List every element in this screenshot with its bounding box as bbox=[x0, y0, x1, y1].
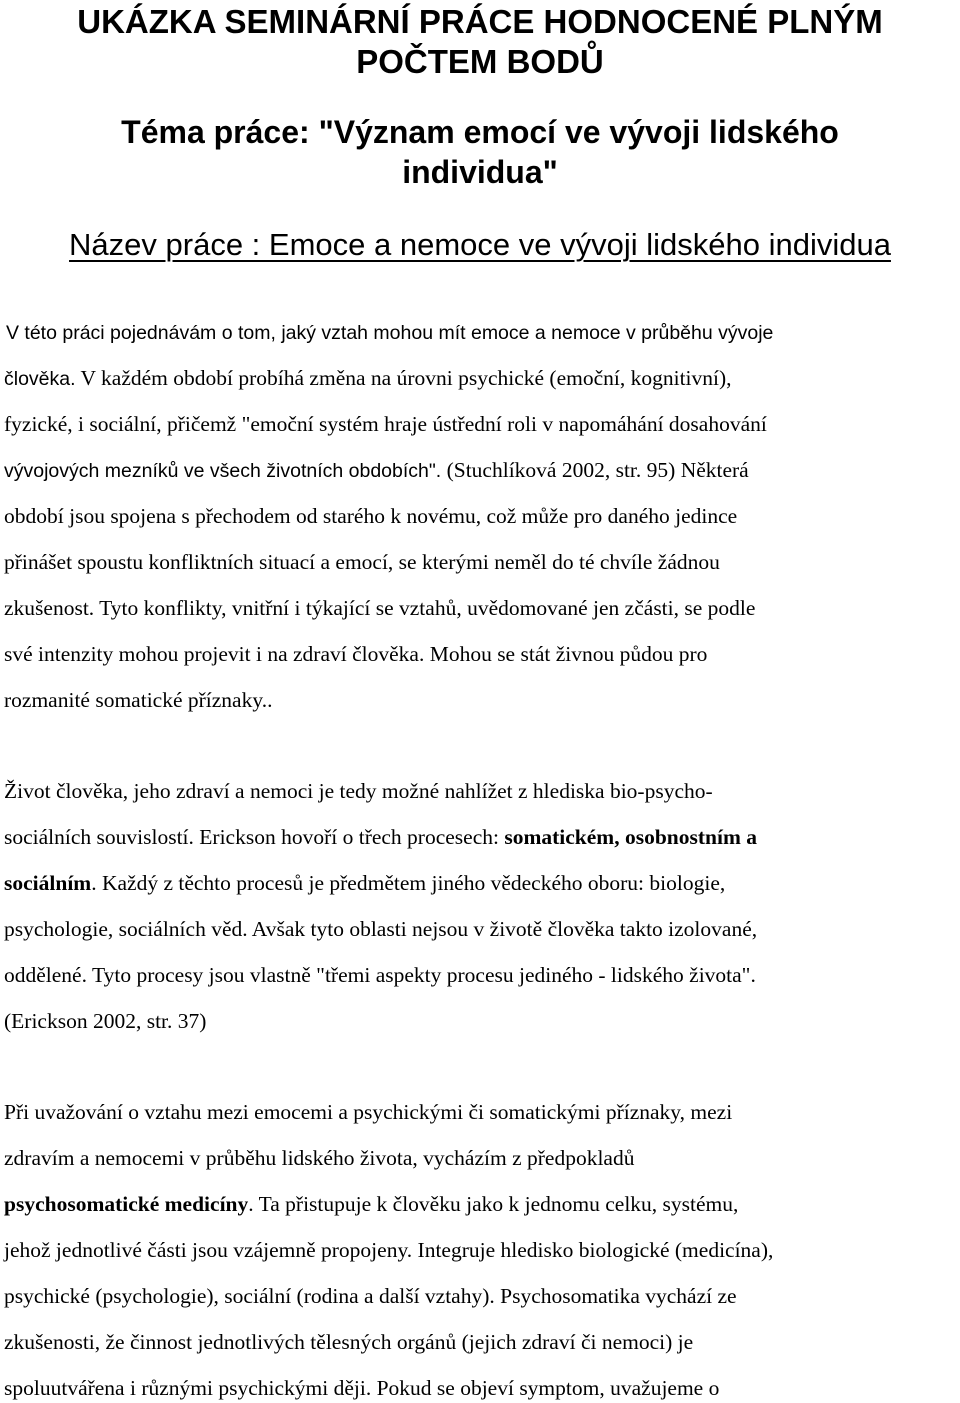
paragraph-1-line: období jsou spojena s přechodem od starého k novému, což může pro daného jedince bbox=[4, 504, 738, 528]
text-run: V každém období probíhá změna na úrovni psychické (emoční, kognitivní), bbox=[75, 366, 732, 390]
paragraph-1-line: fyzické, i sociální, přičemž "emoční systém hraje ústřední roli v napomáhání dosahování bbox=[4, 412, 767, 436]
topic-heading-line-1: Téma práce: "Význam emocí ve vývoji lidského bbox=[121, 114, 839, 150]
paragraph-1-line bbox=[4, 363, 732, 394]
text-run: (Stuchlíková 2002, str. 95) Některá bbox=[441, 458, 749, 482]
paragraph-3-line: zdravím a nemocemi v průběhu lidského života, vycházím z předpokladů bbox=[4, 1146, 635, 1170]
paragraph-3-line: jehož jednotlivé části jsou vzájemně propojeny. Integruje hledisko biologické (medicína), bbox=[4, 1238, 774, 1262]
paragraph-2-line: psychologie, sociálních věd. Avšak tyto oblasti nejsou v životě člověka takto izolované, bbox=[4, 917, 758, 941]
topic-heading-line-2: individua" bbox=[402, 154, 558, 190]
paragraph-3-line: spoluutvářena i různými psychickými ději. Pokud se objeví symptom, uvažujeme o bbox=[4, 1376, 720, 1400]
paragraph-1-line: V této práci pojednávám o tom, jaký vztah mohou mít emoce a nemoce v průběhu vývoje bbox=[6, 322, 774, 344]
bold-text-run: somatickém, osobnostním a bbox=[504, 825, 757, 849]
paragraph-3-line: psychické (psychologie), sociální (rodina a další vztahy). Psychosomatika vychází ze bbox=[4, 1284, 737, 1308]
paragraph-1-line: rozmanité somatické příznaky.. bbox=[4, 688, 273, 712]
text-run: člověka. bbox=[4, 368, 76, 390]
text-run: . Ta přistupuje k člověku jako k jednomu celku, systému, bbox=[248, 1192, 739, 1216]
paragraph-3-line bbox=[4, 1189, 738, 1219]
paragraph-2-line: (Erickson 2002, str. 37) bbox=[4, 1009, 207, 1033]
text-run: vývojových mezníků ve všech životních obdobích". bbox=[4, 460, 442, 482]
work-name-heading: Název práce : Emoce a nemoce ve vývoji lidského individua bbox=[69, 227, 891, 262]
paragraph-1-line: zkušenost. Tyto konflikty, vnitřní i týkající se vztahů, uvědomované jen zčásti, se podle bbox=[4, 596, 756, 620]
document-title-line-1: UKÁZKA SEMINÁRNÍ PRÁCE HODNOCENÉ PLNÝM bbox=[77, 3, 883, 40]
paragraph-1-line: přinášet spoustu konfliktních situací a emocí, se kterými neměl do té chvíle žádnou bbox=[4, 550, 720, 574]
paragraph-3-line: Při uvažování o vztahu mezi emocemi a psychickými či somatickými příznaky, mezi bbox=[4, 1100, 733, 1124]
paragraph-2-line bbox=[4, 822, 757, 852]
text-run: . Každý z těchto procesů je předmětem jiného vědeckého oboru: biologie, bbox=[91, 871, 726, 895]
paragraph-2-line: oddělené. Tyto procesy jsou vlastně "třemi aspekty procesu jediného - lidského života". bbox=[4, 963, 756, 987]
paragraph-2-line: Život člověka, jeho zdraví a nemoci je tedy možné nahlížet z hlediska bio-psycho- bbox=[4, 779, 713, 803]
paragraph-1-line bbox=[4, 455, 749, 486]
bold-text-run: sociálním bbox=[4, 871, 92, 895]
bold-text-run: psychosomatické medicíny bbox=[4, 1192, 249, 1216]
document-title-line-2: POČTEM BODŮ bbox=[356, 43, 604, 80]
paragraph-2-line bbox=[4, 868, 725, 898]
text-run: sociálních souvislostí. Erickson hovoří o třech procesech: bbox=[4, 825, 505, 849]
paragraph-3-line: zkušenosti, že činnost jednotlivých tělesných orgánů (jejich zdraví či nemoci) je bbox=[4, 1330, 694, 1354]
paragraph-1-line: své intenzity mohou projevit i na zdraví člověka. Mohou se stát živnou půdou pro bbox=[4, 642, 708, 666]
